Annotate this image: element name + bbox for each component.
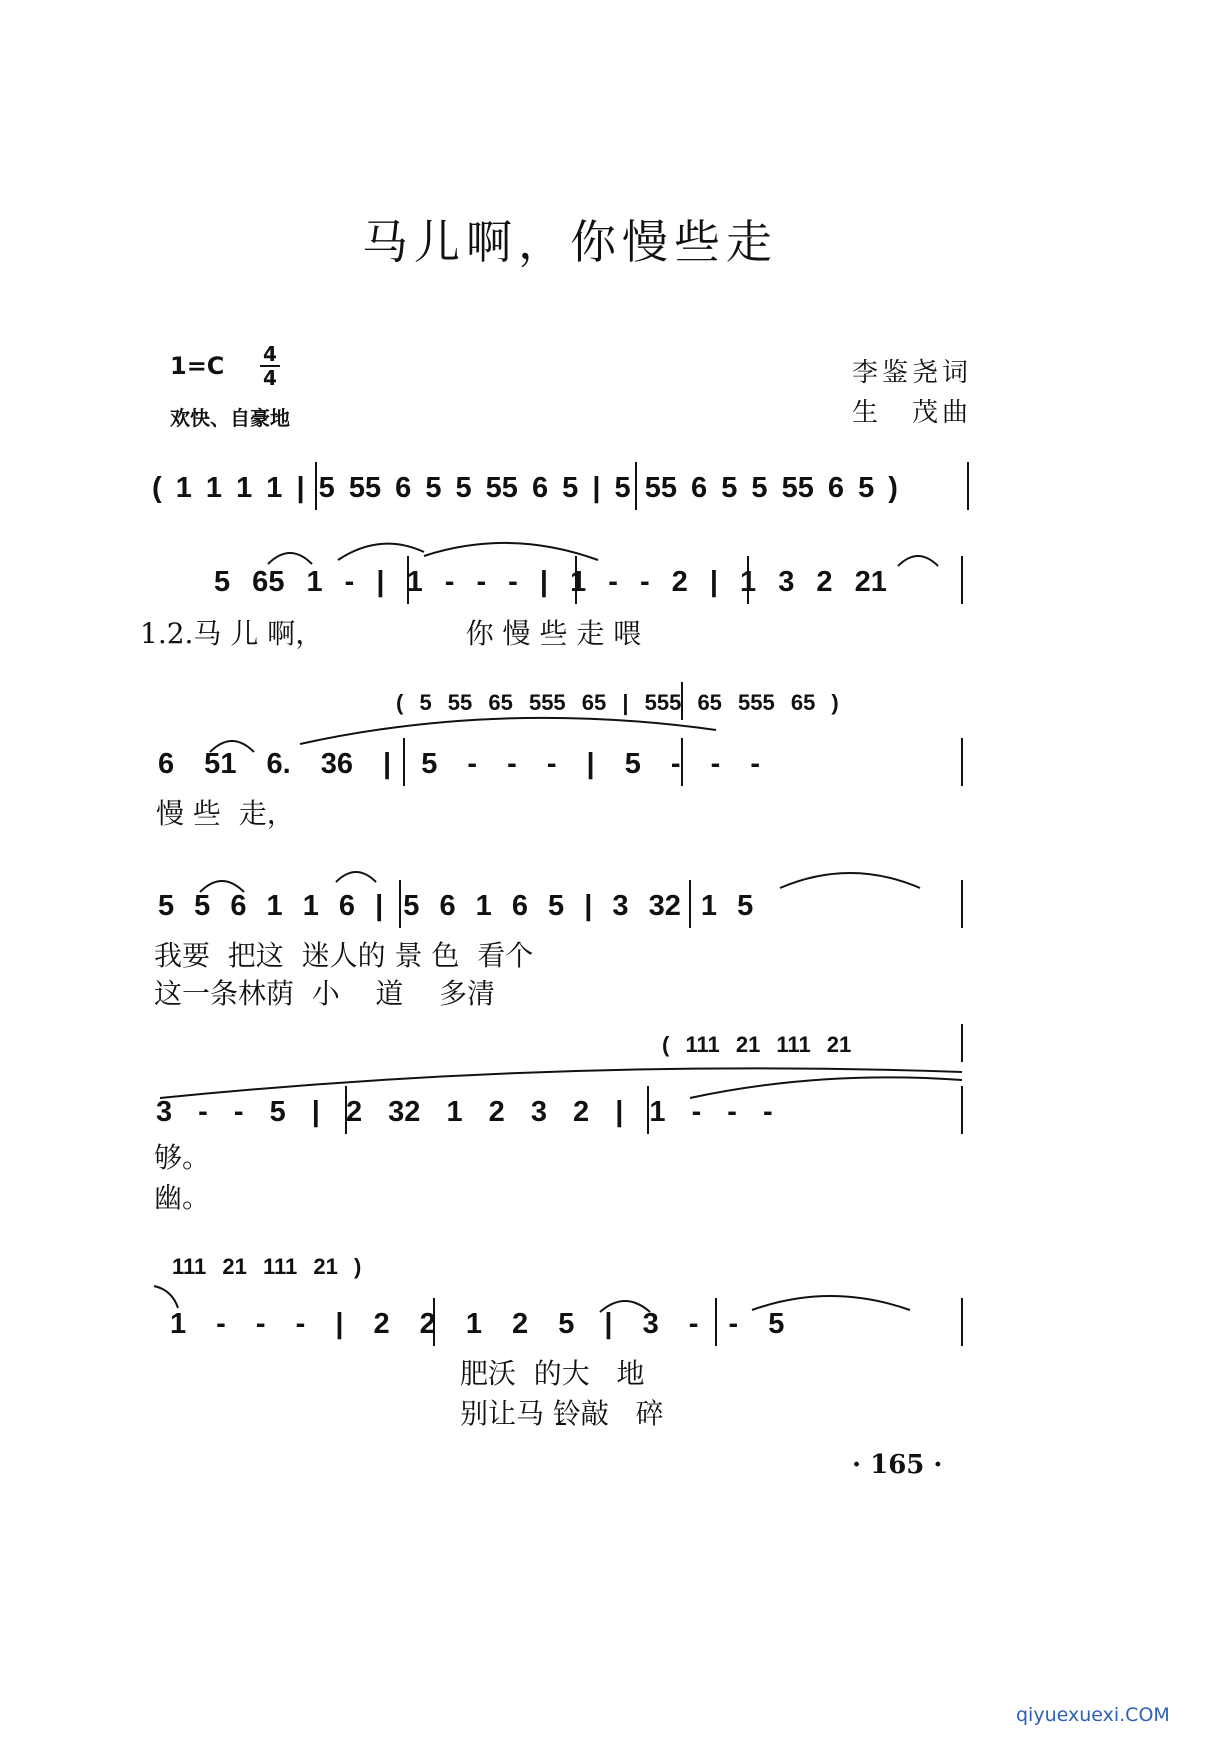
lyricist-credit: 李鉴尧词 [852, 358, 973, 388]
page-number: · 165 · [852, 1450, 943, 1480]
tempo-marking: 欢快、自豪地 [170, 406, 290, 430]
lyrics-row-3-verse-1: 慢 些 走， [156, 797, 295, 830]
lyrics-row-4-verse-2: 这一条林荫 小 道 多清 [154, 977, 496, 1010]
composer-credit: 生 茂曲 [852, 398, 973, 428]
interlude-row-5: ( 111 21 111 21 [662, 1032, 852, 1057]
lyrics-row-4-verse-1: 我要 把这 迷人的 景 色 看个 [154, 939, 534, 972]
lyrics-row-5-verse-2: 幽。 [154, 1181, 211, 1214]
time-signature-upper: 4 [263, 342, 277, 366]
lyrics-row-2-verse-1: 1.2.马 儿 啊， 你 慢 些 走 喂 [140, 617, 642, 650]
notation-row-1: ( 1 1 1 1 | 5 55 6 5 5 55 6 5 | 5 55 6 5 5 55 6 5 ) [152, 472, 898, 504]
notation-row-4: 5 5 6 1 1 6 | 5 6 1 6 5 | 3 32 1 5 [158, 890, 754, 922]
key-signature: 1=C [170, 352, 225, 380]
interlude-row-3: ( 5 55 65 555 65 | 555 65 555 65 ) [396, 690, 839, 715]
lyrics-row-5-verse-1: 够。 [154, 1141, 211, 1174]
notation-row-6: 1 - - - | 2 2 1 2 5 | 3 - - 5 [170, 1308, 785, 1340]
interlude-row-6: 111 21 111 21 ) [172, 1254, 362, 1279]
watermark-text: qiyuexuexi.COM [1016, 1704, 1170, 1726]
notation-row-2: 5 65 1 - | 1 - - - | 1 - - 2 | 1 3 2 21 [214, 566, 887, 598]
lyrics-row-6-verse-2: 别让马 铃敲 碎 [460, 1397, 664, 1430]
time-signature-lower: 4 [263, 366, 277, 390]
lyrics-row-6-verse-1: 肥沃 的大 地 [460, 1357, 645, 1390]
notation-row-3: 6 51 6. 36 | 5 - - - | 5 - - - [158, 748, 760, 780]
song-title: 马儿啊，你慢些走 [362, 215, 778, 269]
notation-row-5: 3 - - 5 | 2 32 1 2 3 2 | 1 - - - [156, 1096, 773, 1128]
